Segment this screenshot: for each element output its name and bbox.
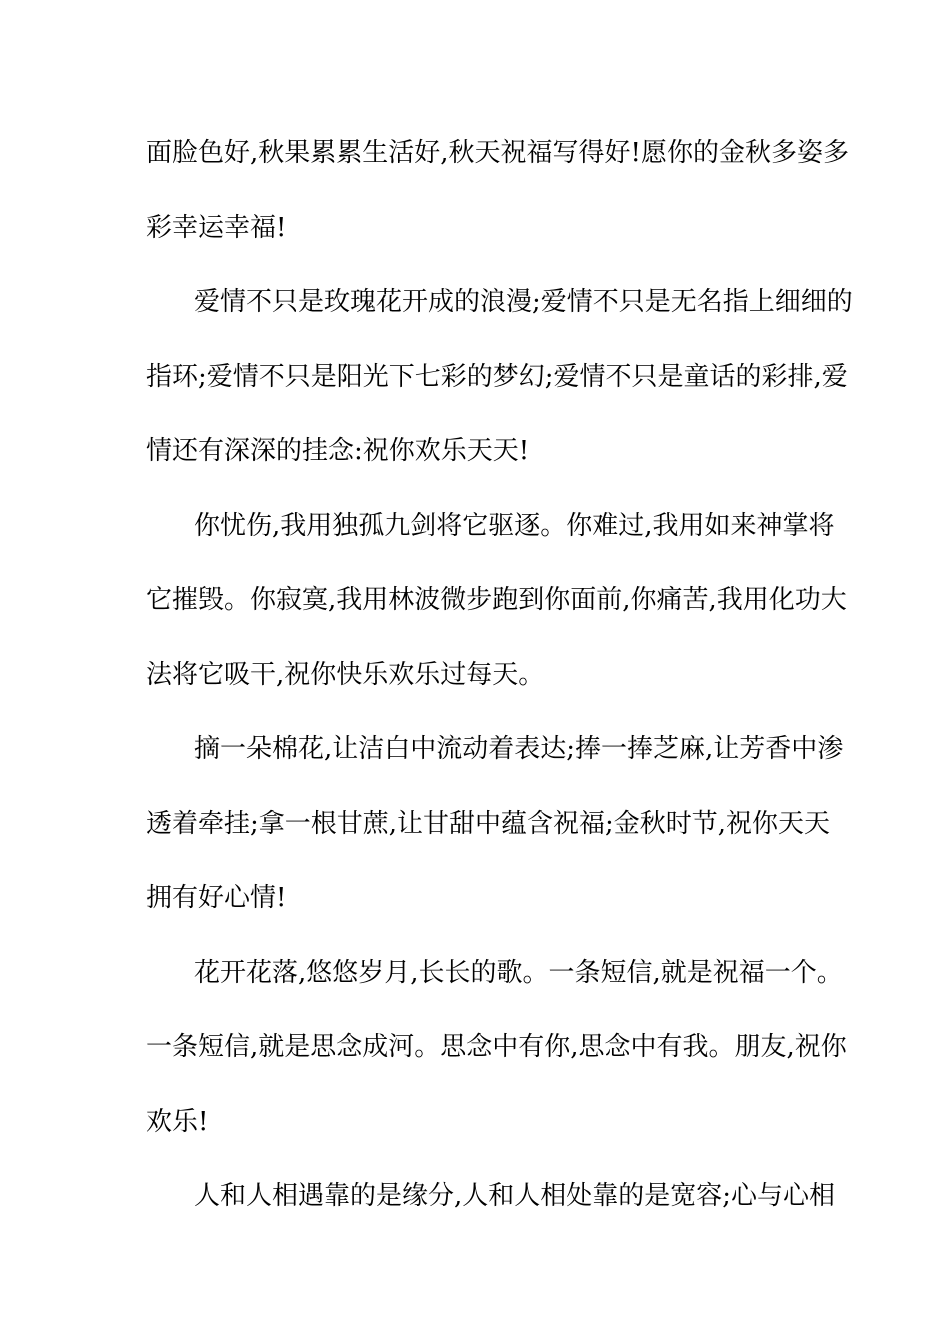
text-line-1: 面脸色好,秋果累累生活好,秋天祝福写得好!愿你的金秋多姿多 bbox=[146, 138, 849, 168]
text-line-9: 摘一朵棉花,让洁白中流动着表达;捧一捧芝麻,让芳香中渗 bbox=[194, 734, 844, 764]
text-line-6: 你忧伤,我用独孤九剑将它驱逐。你难过,我用如来神掌将 bbox=[194, 510, 835, 541]
text-line-12: 花开花落,悠悠岁月,长长的歌。一条短信,就是祝福一个。 bbox=[194, 957, 843, 988]
text-line-5: 情还有深深的挂念:祝你欢乐天天! bbox=[146, 436, 530, 466]
text-line-4: 指环;爱情不只是阳光下七彩的梦幻;爱情不只是童话的彩排,爱 bbox=[146, 361, 848, 392]
text-line-10: 透着牵挂;拿一根甘蔗,让甘甜中蕴含祝福;金秋时节,祝你天天 bbox=[146, 808, 831, 839]
text-line-3: 爱情不只是玫瑰花开成的浪漫;爱情不只是无名指上细细的 bbox=[194, 287, 853, 317]
text-line-11: 拥有好心情! bbox=[146, 883, 287, 913]
document-body bbox=[146, 127, 853, 1245]
text-line-8: 法将它吸干,祝你快乐欢乐过每天。 bbox=[146, 659, 545, 690]
text-line-15: 人和人相遇靠的是缘分,人和人相处靠的是宽容;心与心相 bbox=[194, 1181, 836, 1211]
text-line-14: 欢乐! bbox=[146, 1106, 209, 1137]
text-line-13: 一条短信,就是思念成河。思念中有你,思念中有我。朋友,祝你 bbox=[146, 1032, 847, 1062]
text-line-7: 它摧毁。你寂寞,我用林波微步跑到你面前,你痛苦,我用化功大 bbox=[146, 585, 847, 615]
text-line-2: 彩幸运幸福! bbox=[146, 212, 287, 243]
